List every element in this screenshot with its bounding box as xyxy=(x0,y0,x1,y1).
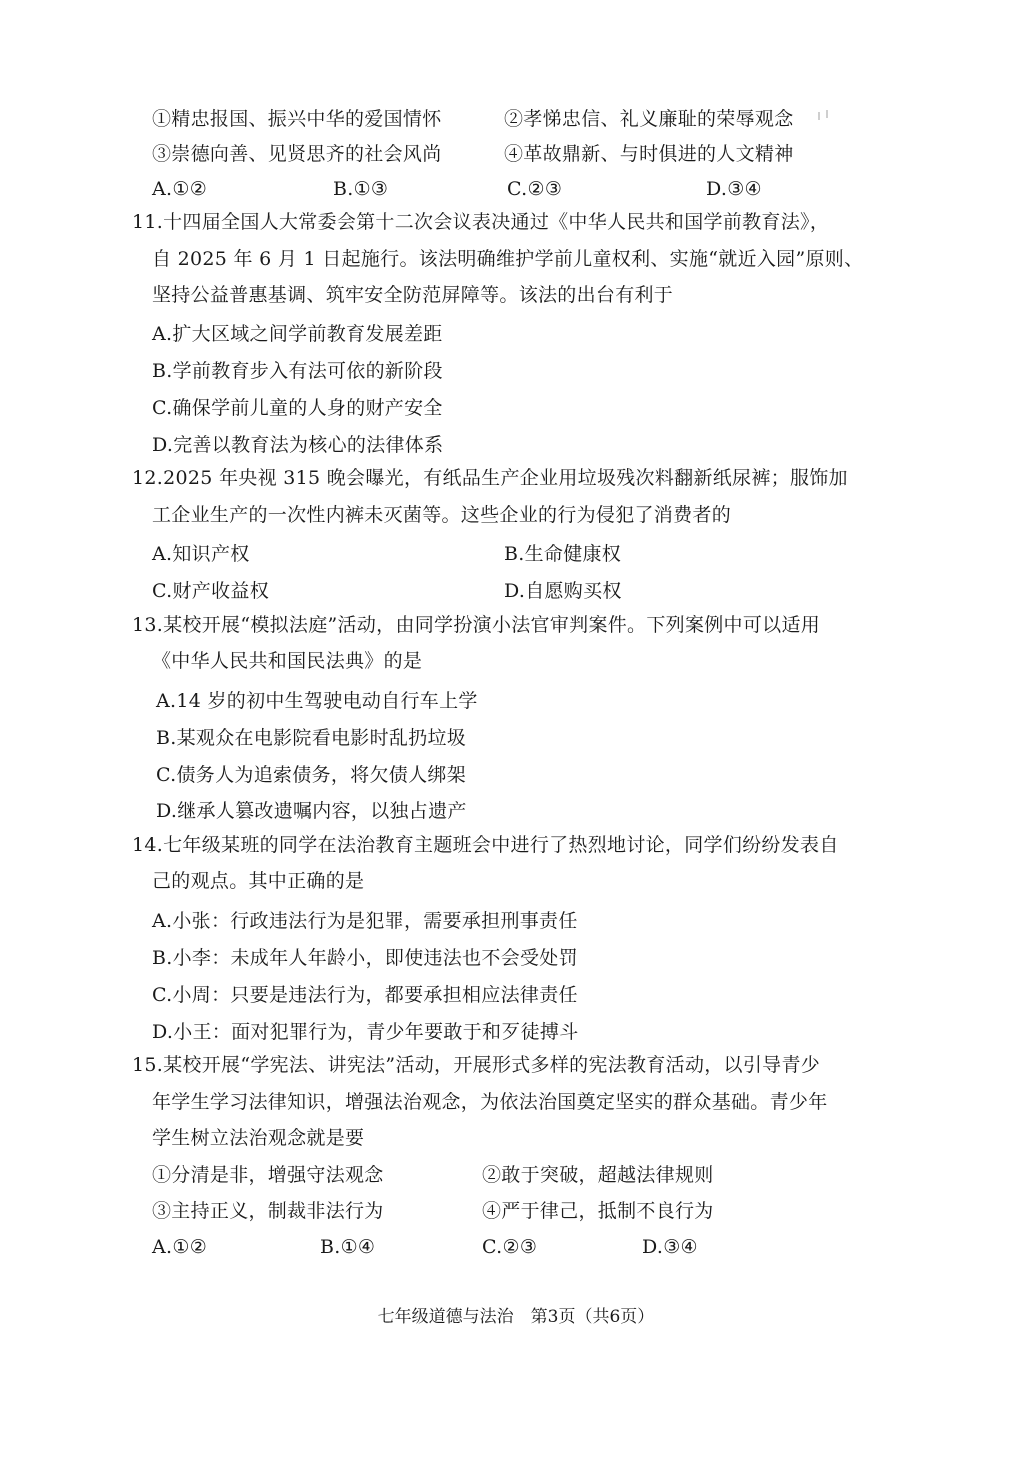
q15-stem-line: 15.某校开展“学宪法、讲宪法”活动，开展形式多样的宪法教育活动，以引导青少 xyxy=(132,1054,821,1076)
q10-choice-a: A.①② xyxy=(152,178,208,200)
q14-stem-line: 己的观点。其中正确的是 xyxy=(152,870,365,892)
q11-choice-b: B.学前教育步入有法可依的新阶段 xyxy=(152,360,443,382)
q14-choice-d: D.小王：面对犯罪行为，青少年要敢于和歹徒搏斗 xyxy=(152,1021,579,1043)
q10-choice-b: B.①③ xyxy=(333,178,389,200)
q14-choice-a: A.小张：行政违法行为是犯罪，需要承担刑事责任 xyxy=(152,910,578,932)
q13-stem-line: 13.某校开展“模拟法庭”活动，由同学扮演小法官审判案件。下列案例中可以适用 xyxy=(132,614,821,636)
q15-option-4: ④严于律己，抵制不良行为 xyxy=(482,1200,714,1222)
q15-option-1: ①分清是非，增强守法观念 xyxy=(152,1164,384,1186)
q13-choice-b: B.某观众在电影院看电影时乱扔垃圾 xyxy=(156,727,467,749)
q11-stem-line: 自 2025 年 6 月 1 日起施行。该法明确维护学前儿童权利、实施“就近入园”原则、 xyxy=(152,248,864,270)
q12-stem-line: 工企业生产的一次性内裤未灭菌等。这些企业的行为侵犯了消费者的 xyxy=(152,504,732,526)
q10-choice-d: D.③④ xyxy=(706,178,762,200)
q13-choice-a: A.14 岁的初中生驾驶电动自行车上学 xyxy=(156,690,478,712)
q10-option-1: ①精忠报国、振兴中华的爱国情怀 xyxy=(152,108,442,130)
q11-choice-d: D.完善以教育法为核心的法律体系 xyxy=(152,434,444,456)
q10-option-2: ②孝悌忠信、礼义廉耻的荣辱观念 xyxy=(504,108,794,130)
q10-option-4: ④革故鼎新、与时俱进的人文精神 xyxy=(504,143,794,165)
q13-stem-line: 《中华人民共和国民法典》的是 xyxy=(152,650,423,672)
q11-stem-line: 坚持公益普惠基调、筑牢安全防范屏障等。该法的出台有利于 xyxy=(152,284,674,306)
q14-choice-b: B.小李：未成年人年龄小，即使违法也不会受处罚 xyxy=(152,947,578,969)
q10-choice-c: C.②③ xyxy=(507,178,563,200)
q15-option-2: ②敢于突破，超越法律规则 xyxy=(482,1164,714,1186)
q11-choice-c: C.确保学前儿童的人身的财产安全 xyxy=(152,397,443,419)
q15-choice-a: A.①② xyxy=(152,1236,208,1258)
q12-stem-line: 12.2025 年央视 315 晚会曝光，有纸品生产企业用垃圾残次料翻新纸尿裤；服饰加 xyxy=(132,467,848,489)
q11-stem-line: 11.十四届全国人大常委会第十二次会议表决通过《中华人民共和国学前教育法》， xyxy=(132,211,830,233)
q14-stem-line: 14.七年级某班的同学在法治教育主题班会中进行了热烈地讨论，同学们纷纷发表自 xyxy=(132,834,839,856)
q12-choice-d: D.自愿购买权 xyxy=(504,580,622,602)
q10-option-3: ③崇德向善、见贤思齐的社会风尚 xyxy=(152,143,442,165)
q12-choice-b: B.生命健康权 xyxy=(504,543,622,565)
q15-choice-c: C.②③ xyxy=(482,1236,538,1258)
q12-choice-a: A.知识产权 xyxy=(152,543,250,565)
page-footer: 七年级道德与法治 第3页（共6页） xyxy=(377,1307,655,1327)
q15-choice-d: D.③④ xyxy=(642,1236,698,1258)
q13-choice-c: C.债务人为追索债务，将欠债人绑架 xyxy=(156,764,467,786)
q15-choice-b: B.①④ xyxy=(320,1236,376,1258)
scan-speck xyxy=(818,112,820,120)
q15-option-3: ③主持正义，制裁非法行为 xyxy=(152,1200,384,1222)
q11-choice-a: A.扩大区域之间学前教育发展差距 xyxy=(152,323,443,345)
q15-stem-line: 年学生学习法律知识，增强法治观念，为依法治国奠定坚实的群众基础。青少年 xyxy=(152,1091,828,1113)
q14-choice-c: C.小周：只要是违法行为，都要承担相应法律责任 xyxy=(152,984,578,1006)
q15-stem-line: 学生树立法治观念就是要 xyxy=(152,1127,365,1149)
q12-choice-c: C.财产收益权 xyxy=(152,580,270,602)
q13-choice-d: D.继承人篡改遗嘱内容，以独占遗产 xyxy=(156,800,467,822)
scan-speck xyxy=(826,110,828,118)
